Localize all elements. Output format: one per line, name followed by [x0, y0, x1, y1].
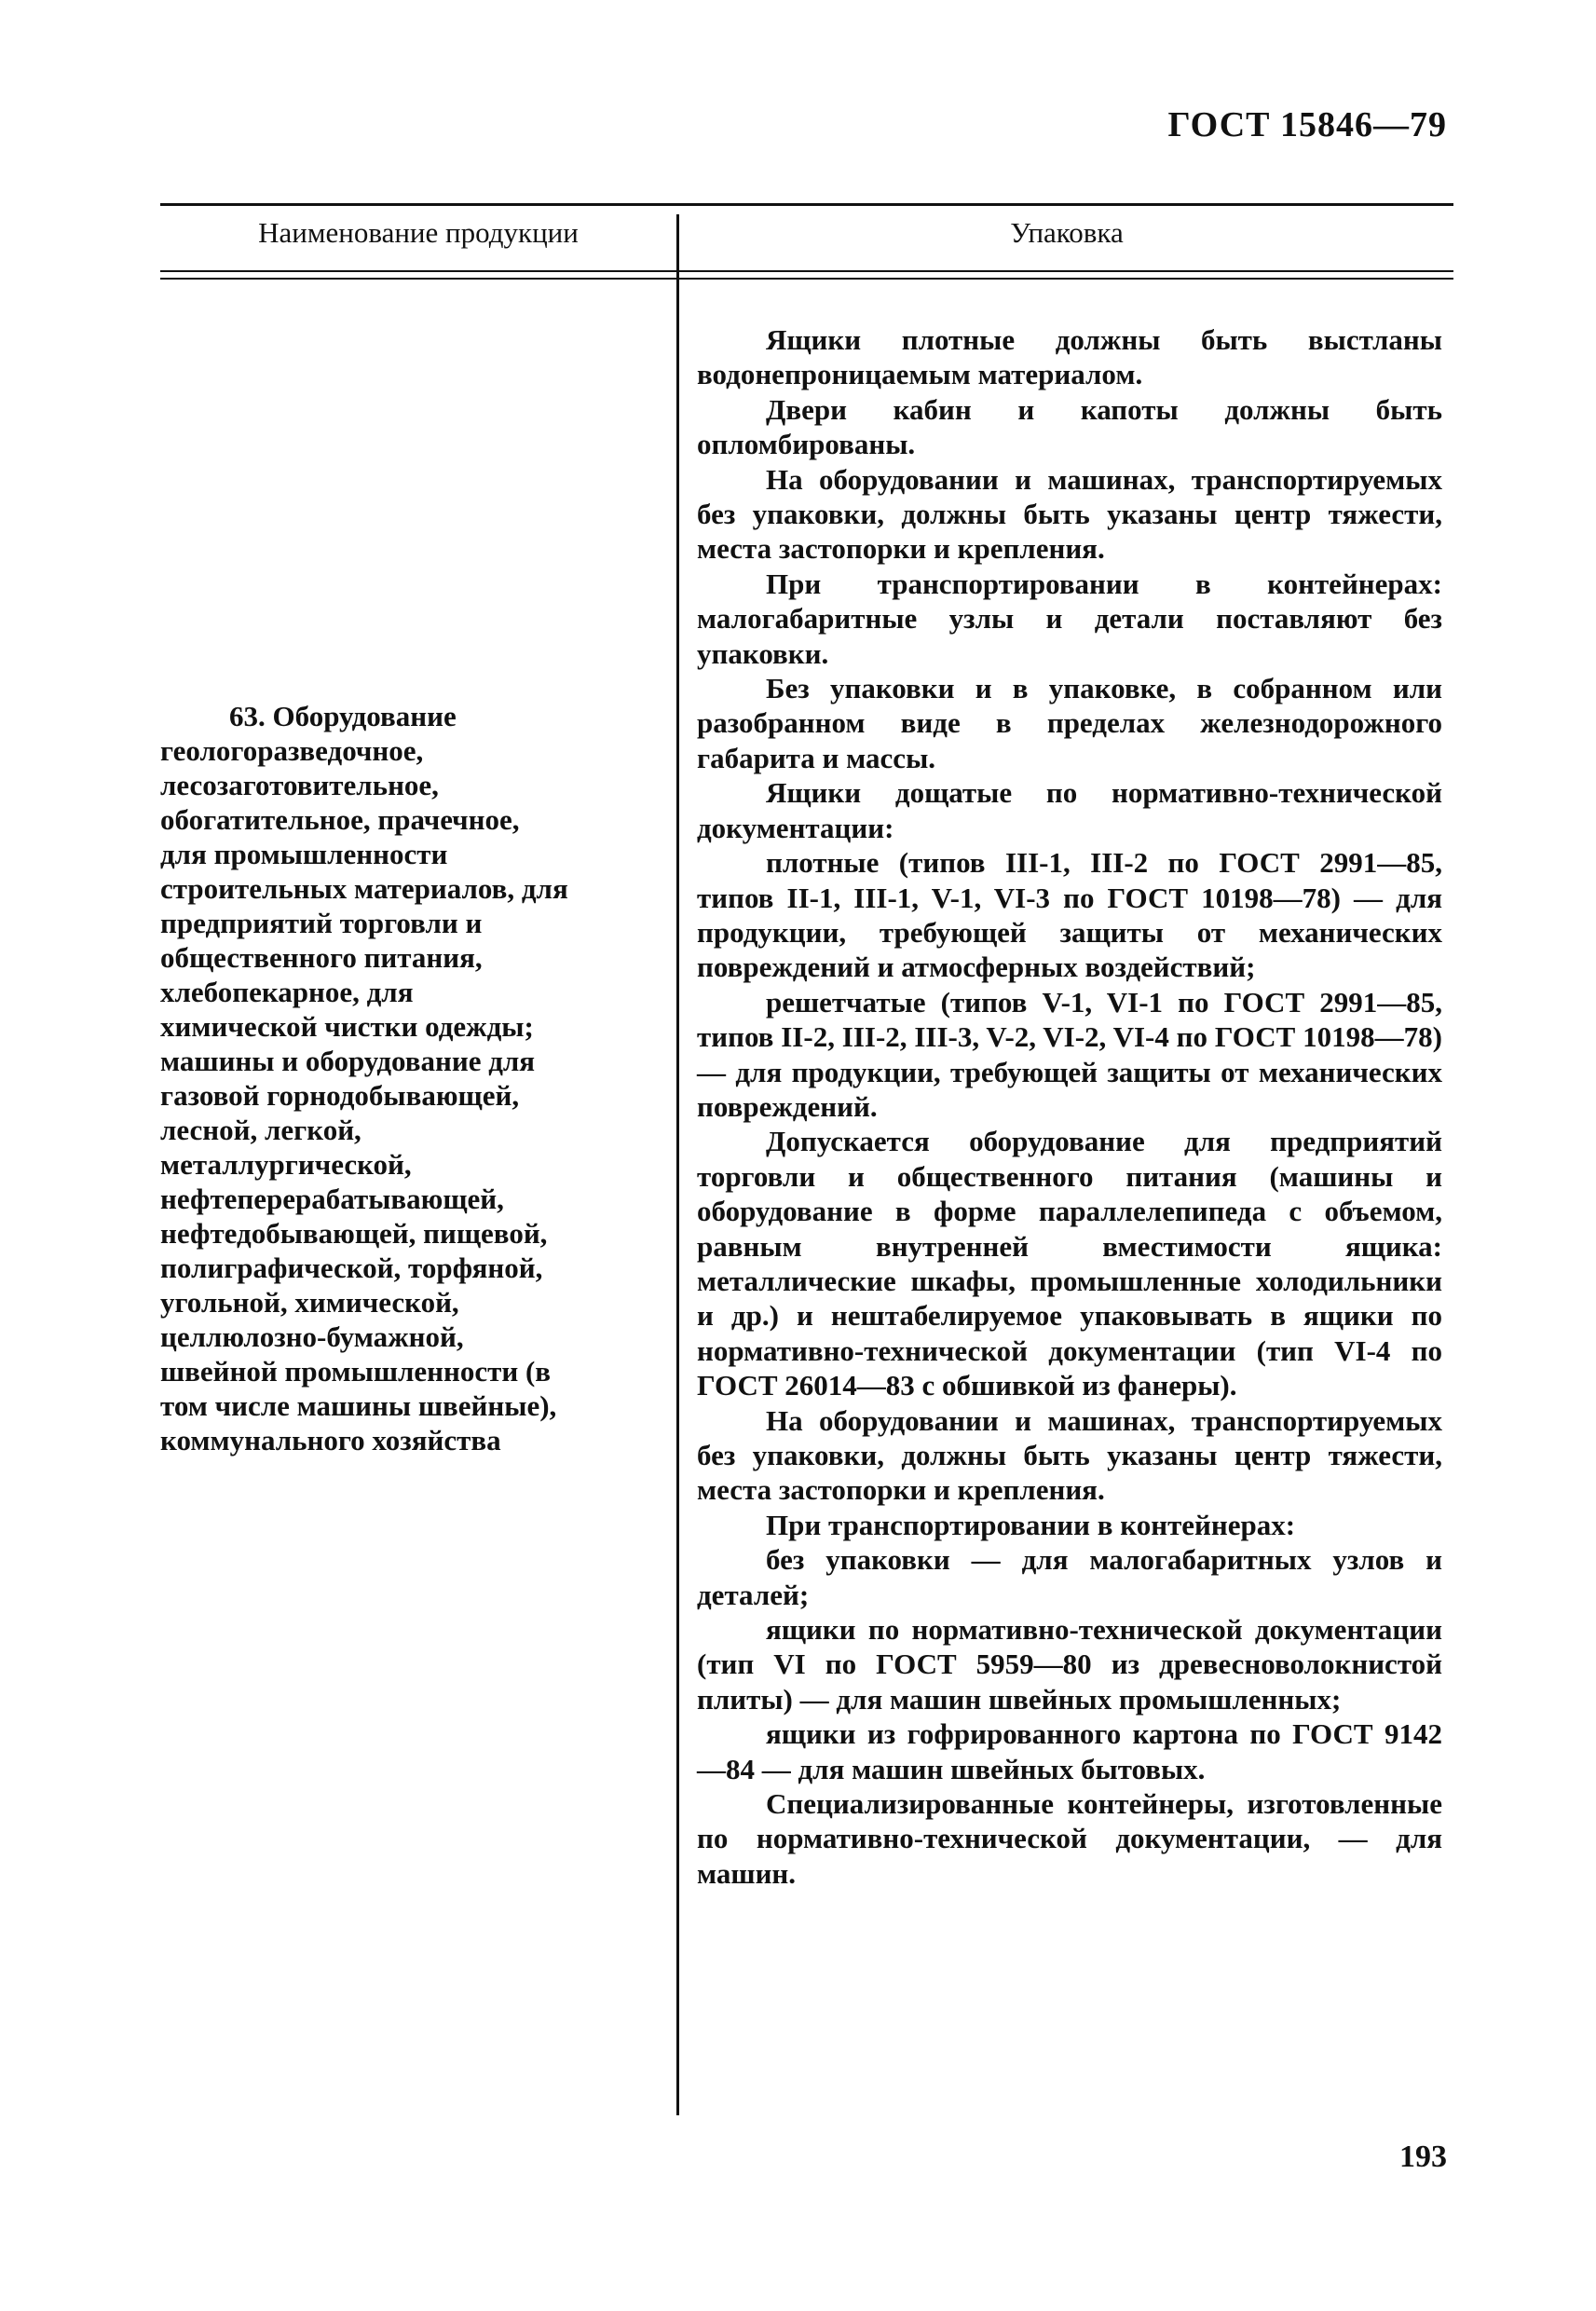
page-number: 193 — [1399, 2140, 1447, 2174]
packaging-paragraph: без упаковки — для малогабаритных узлов и деталей; — [697, 1543, 1442, 1611]
packaging-paragraph: Ящики дощатые по нормативно-технической документации: — [697, 776, 1442, 844]
packaging-paragraph: Без упаковки и в упаковке, в собранном или разобранном виде в пределах железнодорожного габарита и массы. — [697, 672, 1442, 774]
column-divider — [676, 214, 679, 2115]
table-header-rule-second — [160, 278, 1453, 280]
packaging-paragraph: ящики по нормативно-технической документации (тип VI по ГОСТ 5959—80 из древесноволокнистой плиты) — для машин швейных промышленных; — [697, 1613, 1442, 1716]
standard-code: ГОСТ 15846—79 — [1167, 105, 1447, 144]
table-top-rule — [160, 203, 1453, 206]
column-header-product: Наименование продукции — [258, 216, 579, 249]
packaging-paragraph: При транспортировании в контейнерах: — [766, 1508, 1296, 1541]
packaging-paragraph: Специализированные контейнеры, изготовленные по нормативно-технической документации, — для машин. — [697, 1787, 1442, 1890]
product-number-line: 63. Оборудование — [229, 700, 457, 732]
packaging-paragraph: При транспортировании в контейнерах: малогабаритные узлы и детали поставляют без упаковки. — [697, 567, 1442, 670]
packaging-paragraph: Двери кабин и капоты должны быть опломбированы. — [697, 392, 1442, 461]
packaging-paragraph: На оборудовании и машинах, транспортируемых без упаковки, должны быть указаны центр тяжести, места застопорки и крепления. — [697, 1403, 1442, 1507]
packaging-cell — [697, 322, 1442, 1891]
packaging-paragraph: На оборудовании и машинах, транспортируемых без упаковки, должны быть указаны центр тяжести, места застопорки и крепления. — [697, 462, 1442, 566]
packaging-paragraph: Ящики плотные должны быть выстланы водонепроницаемым материалом. — [697, 323, 1442, 391]
product-name-cell — [160, 699, 570, 1457]
table-header-rule — [160, 270, 1453, 272]
packaging-paragraph: решетчатые (типов V-1, VI-1 по ГОСТ 2991—85, типов II-2, III-2, III-3, V-2, VI-2, VI-4 по ГОСТ 10198—78) — для продукции, требующей защиты от механических повреждений. — [697, 985, 1442, 1123]
packaging-paragraph: плотные (типов III-1, III-2 по ГОСТ 2991—85, типов II-1, III-1, V-1, VI-3 по ГОСТ 10198—78) — для продукции, требующей защиты от механических повреждений и атмосферных воздействий; — [697, 846, 1442, 984]
packaging-paragraph: Допускается оборудование для предприятий торговли и общественного питания (машины и оборудование в форме параллелепипеда с объемом, равным внутренней вместимости ящика: металлические шкафы, промышленные холодильники и др.) и нештабелируемое упаковывать в ящики по нормативно-технической документации (тип VI-4 по ГОСТ 26014—83 с обшивкой из фанеры). — [697, 1125, 1442, 1402]
column-header-packaging: Упаковка — [1010, 216, 1124, 249]
product-name-text: геологоразведочное, лесозаготовительное, обогатительное, прачечное, для промышленности строительных материалов, для предприятий торговли и общественного питания, хлебопекарное, для химической чистки одежды; машины и оборудование для газовой горнодобывающей, лесной, легкой, металлургической, нефтеперерабатывающей, нефтедобывающей, пищевой, полиграфической, торфяной, угольной, химической, целлюлозно-бумажной, швейной промышленности (в том числе машины швейные), коммунального хозяйства — [160, 734, 568, 1456]
packaging-paragraph: ящики из гофрированного картона по ГОСТ 9142—84 — для машин швейных бытовых. — [697, 1717, 1442, 1785]
